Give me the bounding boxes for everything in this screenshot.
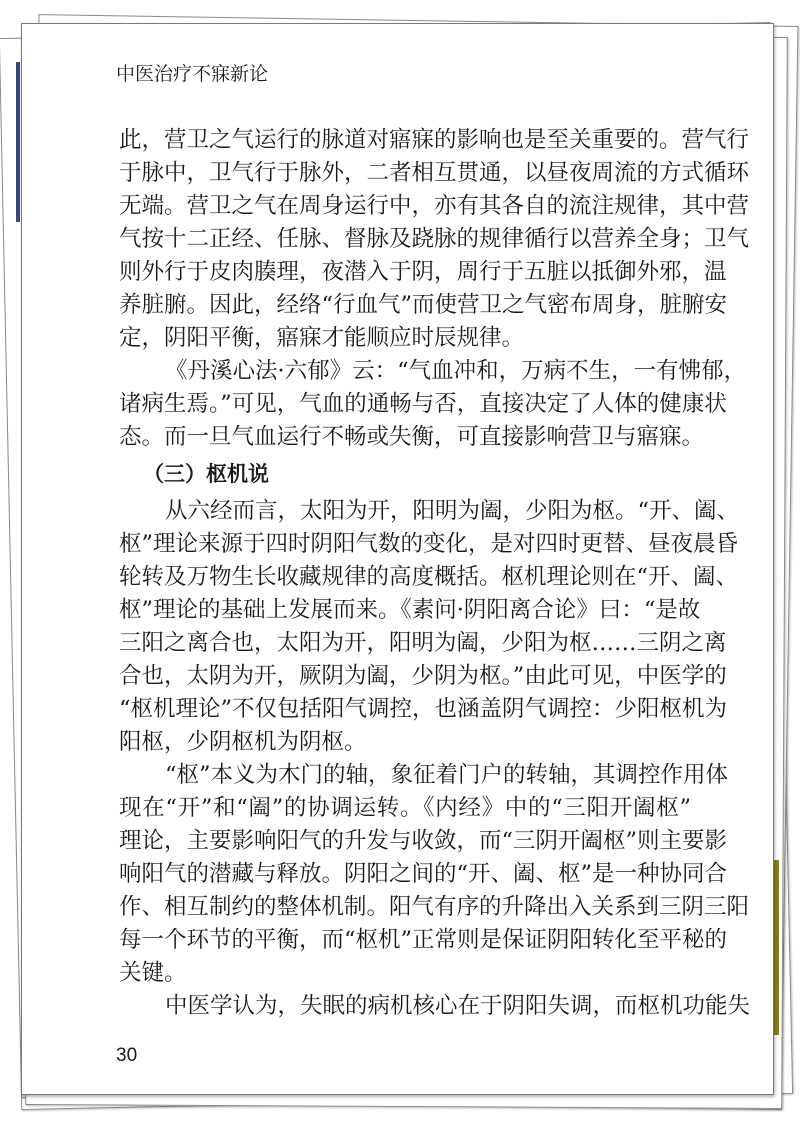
text-line: 《丹溪心法·六郁》云：“气血冲和，万病不生，一有怫郁， bbox=[165, 358, 747, 384]
text-line: 每一个环节的平衡，而“枢机”正常则是保证阴阳转化至平秘的 bbox=[119, 927, 728, 953]
page-body bbox=[119, 124, 751, 1023]
text-line: “枢机理论”不仅包括阳气调控，也涵盖阴气调控：少阳枢机为 bbox=[119, 696, 728, 722]
text-line: 枢”理论来源于四时阴阳气数的变化，是对四时更替、昼夜晨昏 bbox=[119, 531, 739, 557]
paragraph bbox=[119, 495, 740, 759]
text-line: 响阳气的潜藏与释放。阴阳之间的“开、阖、枢”是一种协同合 bbox=[119, 861, 728, 887]
text-line: 气按十二正经、任脉、督脉及跷脉的规律循行以营养全身；卫气 bbox=[119, 226, 750, 252]
text-line: 理论，主要影响阳气的升发与收敛，而“三阴开阖枢”则主要影 bbox=[119, 828, 728, 854]
text-line: 于脉中，卫气行于脉外，二者相互贯通，以昼夜周流的方式循环 bbox=[119, 160, 750, 186]
paragraph bbox=[119, 759, 750, 990]
text-line: 三阳之离合也，太阳为开，阳明为阖，少阳为枢……三阴之离 bbox=[119, 630, 727, 656]
text-line: 定，阴阳平衡，寤寐才能顺应时辰规律。 bbox=[119, 325, 525, 351]
text-line: 作、相互制约的整体机制。阳气有序的升降出入关系到三阴三阳 bbox=[119, 894, 750, 920]
text-line: “枢”本义为木门的轴，象征着门户的转轴，其调控作用体 bbox=[165, 762, 729, 788]
text-line: 态。而一旦气血运行不畅或失衡，可直接影响营卫与寤寐。 bbox=[119, 424, 705, 450]
text-line: 枢”理论的基础上发展而来。《素问·阴阳离合论》曰：“是故 bbox=[119, 597, 701, 623]
text-line: 现在“开”和“阖”的协调运转。《内经》中的“三阳开阖枢” bbox=[119, 795, 691, 821]
text-line: 养脏腑。因此，经络“行血气”而使营卫之气密布周身，脏腑安 bbox=[119, 292, 728, 318]
text-line: 轮转及万物生长收藏规律的高度概括。枢机理论则在“开、阖、 bbox=[119, 564, 739, 590]
text-line: 则外行于皮肉腠理，夜潜入于阴，周行于五脏以抵御外邪，温 bbox=[119, 259, 727, 285]
text-line: 中医学认为，失眠的病机核心在于阴阳失调，而枢机功能失 bbox=[165, 993, 751, 1019]
running-title: 中医治疗不寐新论 bbox=[116, 63, 269, 85]
paragraph bbox=[119, 990, 751, 1023]
text-line: 阳枢，少阴枢机为阴枢。 bbox=[119, 729, 367, 755]
text-line: 无端。营卫之气在周身运行中，亦有其各自的流注规律，其中营 bbox=[119, 193, 750, 219]
spine-strip-blue bbox=[16, 62, 20, 222]
text-line: 诸病生焉。”可见，气血的通畅与否，直接决定了人体的健康状 bbox=[119, 391, 727, 417]
text-line: 关键。 bbox=[119, 960, 187, 986]
text-line: 从六经而言，太阳为开，阳明为阖，少阳为枢。“开、阖、 bbox=[165, 498, 740, 524]
paragraph-group bbox=[119, 495, 751, 1023]
page-number: 30 bbox=[116, 1045, 138, 1066]
paragraph bbox=[119, 124, 750, 355]
paragraph bbox=[119, 355, 747, 454]
paragraph-group bbox=[119, 124, 750, 454]
section-heading: （三）枢机说 bbox=[143, 462, 269, 486]
text-line: 合也，太阴为开，厥阴为阖，少阴为枢。”由此可见，中医学的 bbox=[119, 663, 727, 689]
text-line: 此，营卫之气运行的脉道对寤寐的影响也是至关重要的。营气行 bbox=[119, 127, 750, 153]
